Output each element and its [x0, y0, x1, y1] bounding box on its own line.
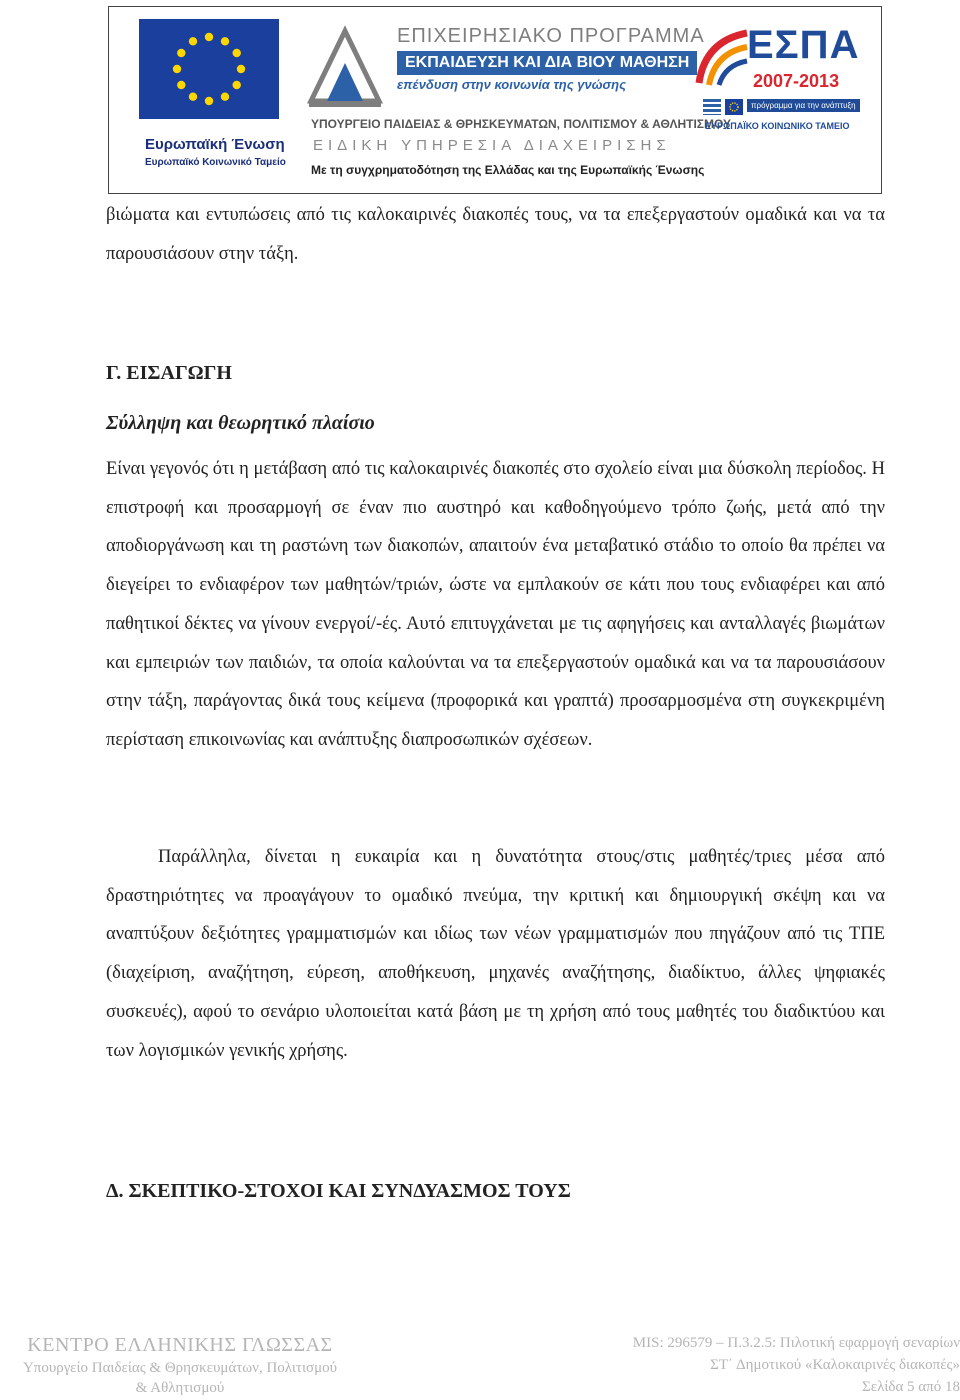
footer-right: [520, 1332, 960, 1398]
espa-years: 2007-2013: [753, 71, 840, 91]
section-g-title: Γ. ΕΙΣΑΓΩΓΗ: [106, 362, 232, 384]
eu-name-label: Ευρωπαϊκή Ένωση: [145, 136, 285, 153]
footer-ministry-line-1: Υπουργείο Παιδείας & Θρησκευμάτων, Πολιτισμού: [22, 1360, 338, 1376]
subsection-title: Σύλληψη και θεωρητικό πλαίσιο: [106, 412, 375, 434]
espa-swoosh-icon: [695, 27, 751, 87]
footer-left: [0, 1332, 360, 1398]
footer-page-number: Σελίδα 5 από 18: [862, 1379, 960, 1395]
header-banner: [108, 6, 882, 194]
footer-mis: MIS: 296579 – Π.3.2.5: Πιλοτική εφαρμογή σεναρίων: [632, 1335, 960, 1351]
espa-logo-block: [695, 21, 873, 181]
program-name: ΕΚΠΑΙΔΕΥΣΗ ΚΑΙ ΔΙΑ ΒΙΟΥ ΜΑΘΗΣΗ: [397, 51, 697, 75]
greek-eu-flags-icon: [703, 99, 743, 115]
eu-fund-label: Ευρωπαϊκό Κοινωνικό Ταμείο: [145, 157, 286, 168]
eu-logo-block: [123, 19, 286, 179]
program-slogan: επένδυση στην κοινωνία της γνώσης: [397, 77, 627, 92]
intro-paragraph: βιώματα και εντυπώσεις από τις καλοκαιρινές διακοπές τους, να τα επεξεργαστούν ομαδικά και να τα παρουσιάσουν στην τάξη.: [106, 205, 885, 264]
espa-title: ΕΣΠΑ: [747, 23, 860, 67]
eu-flag-icon: [139, 19, 279, 119]
program-emblem-icon: [301, 23, 389, 111]
agency-label: ΕΙΔΙΚΗ ΥΠΗΡΕΣΙΑ ΔΙΑΧΕΙΡΙΣΗΣ: [313, 137, 671, 154]
paragraph-introduction: Είναι γεγονός ότι η μετάβαση από τις καλοκαιρινές διακοπές στο σχολείο είναι μια δύσκολη περίοδος. Η επιστροφή και προσαρμογή σε έναν πιο αυστηρό και καθοδηγούμενο τρόπο ζωής, μετά από την αποδιοργάνωση και τη ραστώνη των διακοπών, απαιτούν ένα μεταβατικό στάδιο το οποίο θα πρέπει να διεγείρει το ενδιαφέρον των μαθητών/τριών, ώστε να εμπλακούν σε κάτι που τους ενδιαφέρει και από παθητικοί δέκτες να γίνουν ενεργοί/-ές. Αυτό επιτυγχάνεται με τις αφηγήσεις και ανταλλαγές βιωμάτων και εμπειριών των παιδιών, τα οποία καλούνται να τα επεξεργαστούν ομαδικά και να τα παρουσιάσουν στην τάξη, παράγοντας δικά τους κείμενα (προφορικά και γραπτά) προσαρμοσμένα στη συγκεκριμένη περίσταση επικοινωνίας και ανάπτυξης διαπροσωπικών σχέσεων.: [106, 459, 885, 750]
footer-ministry-line-2: & Αθλητισμού: [135, 1380, 225, 1396]
espa-tagline: πρόγραμμα για την ανάπτυξη: [747, 99, 860, 112]
ministry-label: ΥΠΟΥΡΓΕΙΟ ΠΑΙΔΕΙΑΣ & ΘΡΗΣΚΕΥΜΑΤΩΝ, ΠΟΛΙΤΙΣΜΟΥ & ΑΘΛΗΤΙΣΜΟΥ: [311, 117, 731, 131]
cofunding-label: Με τη συγχρηματοδότηση της Ελλάδας και της Ευρωπαϊκής Ένωσης: [311, 163, 705, 177]
paragraph-opportunities: Παράλληλα, δίνεται η ευκαιρία και η δυνατότητα στους/στις μαθητές/τριες μέσα από δραστηριότητες να προαγάγουν το ομαδικό πνεύμα, την κριτική και δημιουργική σκέψη και να αναπτύξουν δεξιότητες γραμματισμών και ιδίως των νέων γραμματισμών που πηγάζουν από τις ΤΠΕ (διαχείριση, αναζήτηση, εύρεση, αποθήκευση, μηχανές αναζήτησης, διαδίκτυο, άλλες ψηφιακές συσκευές), αφού το σενάριο υλοποιείται κατά βάση με τη χρήση από τους μαθητές του διαδικτύου και των λογισμικών γενικής χρήσης.: [106, 847, 885, 1061]
footer-scenario: ΣΤ΄ Δημοτικού «Καλοκαιρινές διακοπές»: [710, 1357, 960, 1373]
footer-organization: ΚΕΝΤΡΟ ΕΛΛΗΝΙΚΗΣ ΓΛΩΣΣΑΣ: [27, 1334, 333, 1356]
program-title: ΕΠΙΧΕΙΡΗΣΙΑΚΟ ΠΡΟΓΡΑΜΜΑ: [397, 25, 705, 47]
section-d-title: Δ. ΣΚΕΠΤΙΚΟ-ΣΤΟΧΟΙ ΚΑΙ ΣΥΝΔΥΑΣΜΟΣ ΤΟΥΣ: [106, 1180, 571, 1202]
espa-fund-label: ΕΥΡΩΠΑΪΚΟ ΚΟΙΝΩΝΙΚΟ ΤΑΜΕΙΟ: [705, 121, 850, 131]
program-logo-block: [301, 21, 731, 181]
